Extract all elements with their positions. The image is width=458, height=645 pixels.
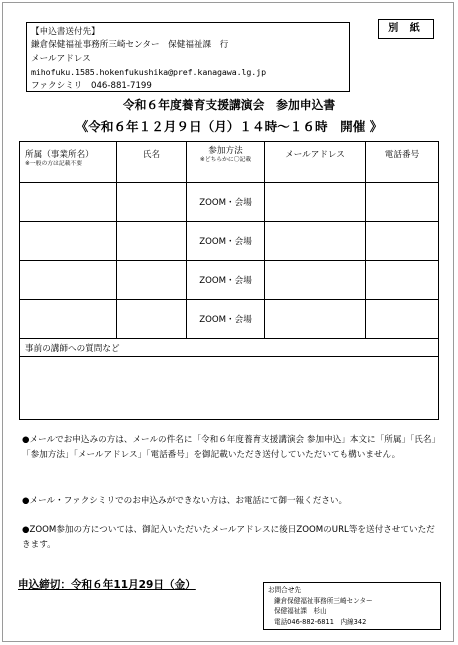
fax-number: ファクシミリ 046-881-7199 bbox=[31, 80, 152, 91]
header-affiliation bbox=[20, 142, 117, 183]
email-address[interactable]: mihofuku.1585.hokenfukushika@pref.kanagawa.lg.jp bbox=[31, 67, 266, 78]
table-row bbox=[20, 261, 439, 300]
application-table bbox=[19, 141, 439, 420]
question-header-row bbox=[20, 339, 439, 357]
method-cell[interactable]: ZOOM・会場 bbox=[187, 261, 265, 300]
header-method bbox=[187, 142, 265, 183]
contact-dept: 保健福祉課 杉山 bbox=[274, 607, 327, 616]
question-field[interactable] bbox=[20, 357, 439, 420]
method-cell[interactable]: ZOOM・会場 bbox=[187, 300, 265, 339]
email-label: メールアドレス bbox=[31, 53, 91, 64]
question-label: 事前の講師への質問など bbox=[20, 339, 439, 357]
phone-cell[interactable] bbox=[366, 183, 439, 222]
affiliation-cell[interactable] bbox=[20, 183, 117, 222]
contact-tel: 電話046-882-6811 内線342 bbox=[274, 617, 367, 626]
header-name-label: 氏名 bbox=[142, 150, 161, 160]
header-name bbox=[117, 142, 187, 183]
name-cell[interactable] bbox=[117, 300, 187, 339]
header-method-label: 参加方法 bbox=[208, 146, 243, 156]
phone-cell[interactable] bbox=[366, 300, 439, 339]
contact-heading: お問合せ先 bbox=[268, 586, 301, 594]
header-phone bbox=[366, 142, 439, 183]
question-body-row bbox=[20, 357, 439, 420]
table-row bbox=[20, 300, 439, 339]
phone-cell[interactable] bbox=[366, 222, 439, 261]
address-org: 鎌倉保健福祉事務所三崎センター 保健福祉課 行 bbox=[31, 40, 229, 51]
name-cell[interactable] bbox=[117, 183, 187, 222]
email-cell[interactable] bbox=[265, 300, 366, 339]
note-zoom: ●ZOOM参加の方については、御記入いただいたメールアドレスに後日ZOOMのURL等を送付させていただきます。 bbox=[22, 525, 435, 550]
table-row bbox=[20, 183, 439, 222]
deadline: 申込締切：令和６年11月29日（金） bbox=[18, 579, 196, 591]
affiliation-cell[interactable] bbox=[20, 222, 117, 261]
header-phone-label: 電話番号 bbox=[384, 150, 420, 160]
header-email-label: メールアドレス bbox=[285, 150, 345, 160]
email-cell[interactable] bbox=[265, 261, 366, 300]
header-affiliation-note: ※一般の方は記載不要 bbox=[25, 161, 83, 167]
note-email: ●メールでお申込みの方は、メールの件名に「令和６年度養育支援講演会 参加申込」本文に「所属」「氏名」「参加方法」「メールアドレス」「電話番号」を御記載いただき送付していただいても構いません。 bbox=[22, 435, 436, 460]
affiliation-cell[interactable] bbox=[20, 300, 117, 339]
address-heading: 【申込書送付先】 bbox=[31, 27, 100, 37]
method-cell[interactable]: ZOOM・会場 bbox=[187, 183, 265, 222]
header-email bbox=[265, 142, 366, 183]
phone-cell[interactable] bbox=[366, 261, 439, 300]
affiliation-cell[interactable] bbox=[20, 261, 117, 300]
contact-box bbox=[263, 582, 441, 630]
name-cell[interactable] bbox=[117, 222, 187, 261]
name-cell[interactable] bbox=[117, 261, 187, 300]
form-title: 令和６年度養育支援講演会 参加申込書 bbox=[122, 98, 336, 112]
note-phone: ●メール・ファクシミリでのお申込みができない方は、お電話にて御一報ください。 bbox=[22, 496, 348, 506]
header-affiliation-label: 所属（事業所名） bbox=[25, 150, 94, 160]
email-cell[interactable] bbox=[265, 183, 366, 222]
header-method-note: ※どちらかに〇記載 bbox=[199, 157, 252, 163]
event-date: 《令和６年１２月９日（月）１４時～１６時 開催 》 bbox=[75, 119, 383, 134]
annex-label: 別 紙 bbox=[378, 19, 434, 39]
email-cell[interactable] bbox=[265, 222, 366, 261]
address-box bbox=[26, 22, 350, 92]
table-header-row bbox=[20, 142, 439, 183]
method-cell[interactable]: ZOOM・会場 bbox=[187, 222, 265, 261]
contact-org: 鎌倉保健福祉事務所三崎センター bbox=[274, 596, 373, 605]
table-row bbox=[20, 222, 439, 261]
